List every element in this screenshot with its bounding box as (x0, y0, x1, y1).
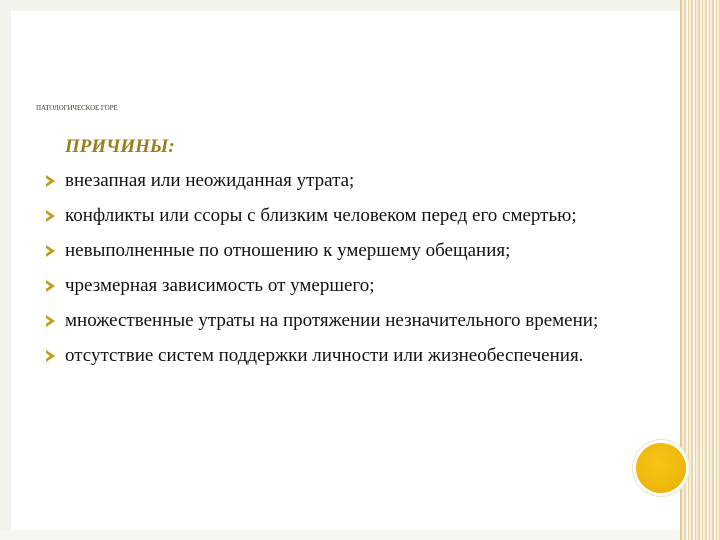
bullet-list (44, 168, 634, 378)
circle-orb-icon (636, 443, 686, 493)
bullet-item (44, 308, 634, 334)
bullet-text: невыполненные по отношению к умершему обещания; (65, 240, 511, 261)
bullet-text: чрезмерная зависимость от умершего; (65, 275, 375, 296)
right-decorative-stripes (682, 0, 720, 540)
slide-subtitle: ПРИЧИНЫ: (65, 136, 175, 157)
bullet-item (44, 168, 634, 194)
frame-top (0, 0, 720, 11)
arrow-bullet-icon (46, 350, 55, 362)
bullet-text: множественные утраты на протяжении незначительного времени; (65, 310, 599, 331)
bullet-text: конфликты или ссоры с близким человеком перед его смертью; (65, 205, 577, 226)
arrow-bullet-icon (46, 280, 55, 292)
slide-title: ПАТОЛОГИЧЕСКОЕ ГОРЕ (36, 104, 118, 112)
arrow-bullet-icon (46, 210, 55, 222)
bullet-item (44, 343, 634, 369)
bullet-item (44, 203, 634, 229)
frame-bottom (0, 530, 720, 540)
bullet-text: отсутствие систем поддержки личности или жизнеобеспечения. (65, 345, 584, 366)
arrow-bullet-icon (46, 315, 55, 327)
arrow-bullet-icon (46, 245, 55, 257)
bullet-text: внезапная или неожиданная утрата; (65, 170, 355, 191)
frame-left (0, 0, 11, 540)
bullet-item (44, 273, 634, 299)
arrow-bullet-icon (46, 175, 55, 187)
bullet-item (44, 238, 634, 264)
